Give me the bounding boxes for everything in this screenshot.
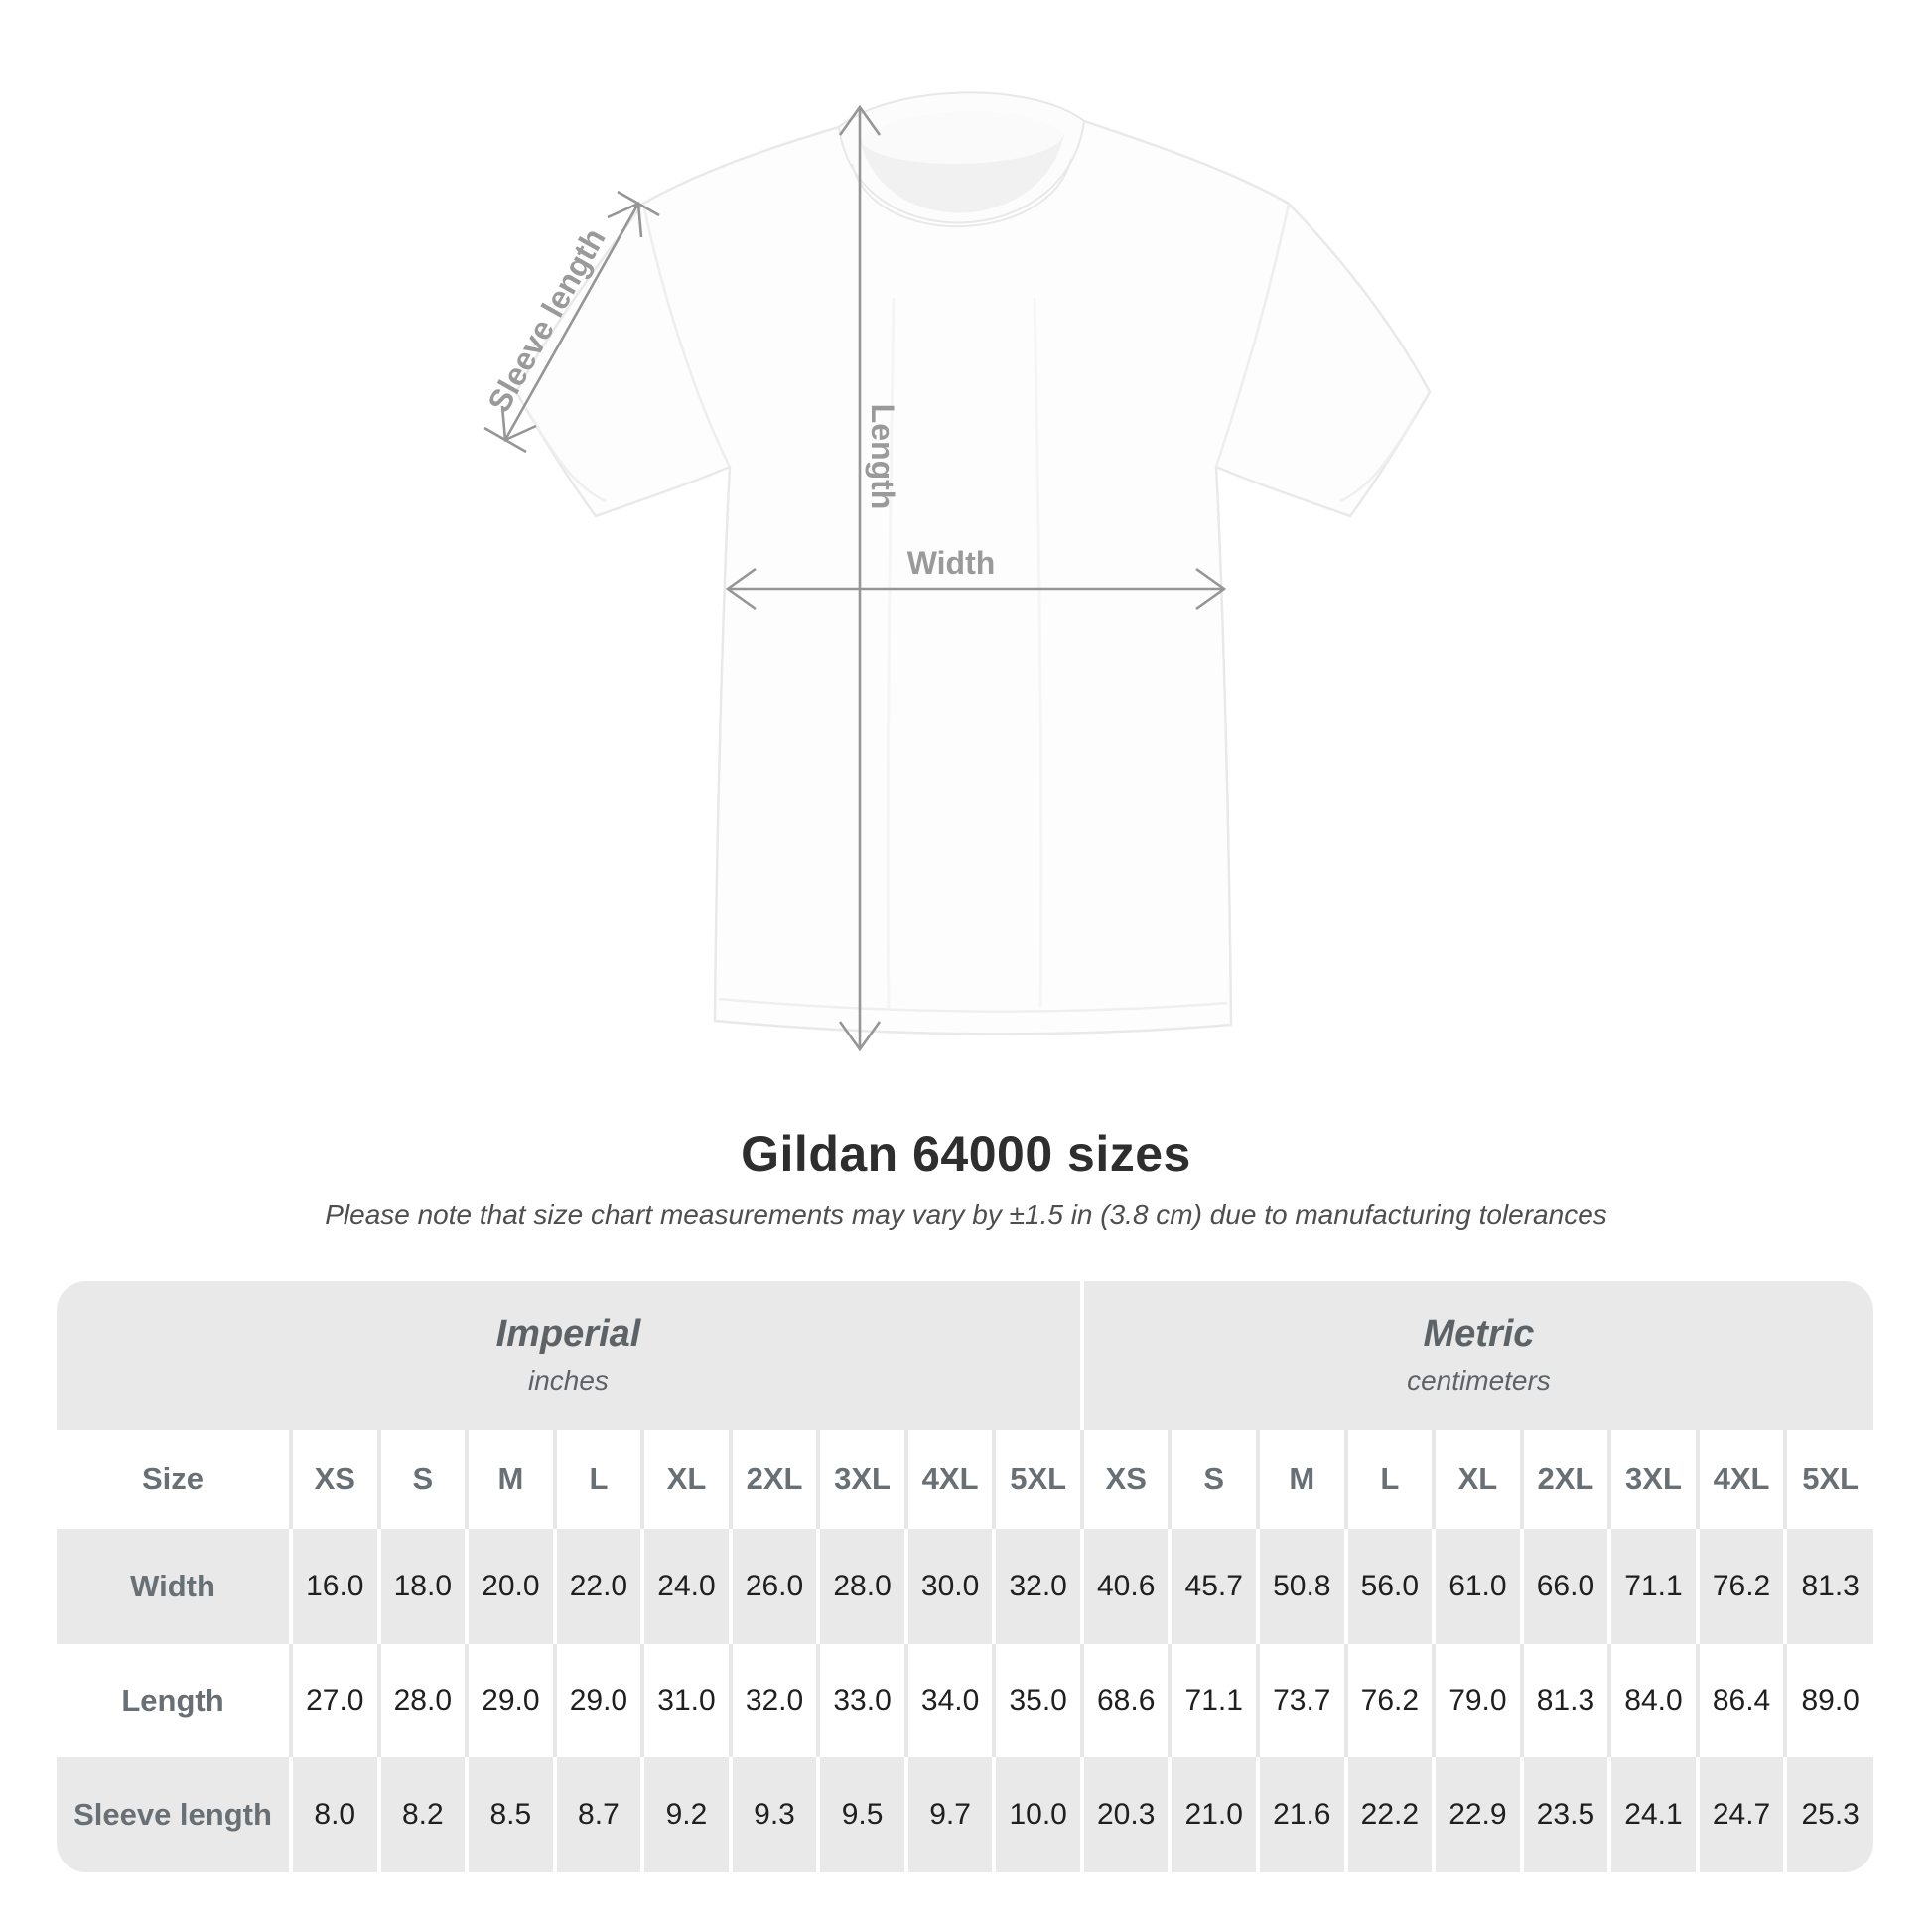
measurement-value-cell: 66.0 [1522, 1529, 1610, 1644]
size-column-header: L [1346, 1430, 1435, 1529]
size-column-header: XS [291, 1430, 379, 1529]
size-column-header: 4XL [1698, 1430, 1786, 1529]
sleeve-length-label: Sleeve length [481, 221, 613, 419]
measurement-value-cell: 40.6 [1082, 1529, 1171, 1644]
measurement-value-cell: 81.3 [1785, 1529, 1873, 1644]
measurement-value-cell: 89.0 [1785, 1644, 1873, 1757]
size-column-header: 2XL [1522, 1430, 1610, 1529]
measurement-value-cell: 73.7 [1258, 1644, 1346, 1757]
measurement-value-cell: 56.0 [1346, 1529, 1435, 1644]
measurement-value-cell: 28.0 [818, 1529, 906, 1644]
measurement-value-cell: 84.0 [1609, 1644, 1698, 1757]
measurement-value-cell: 71.1 [1609, 1529, 1698, 1644]
measurement-value-cell: 27.0 [291, 1644, 379, 1757]
width-label: Width [906, 545, 996, 581]
measurement-value-cell: 50.8 [1258, 1529, 1346, 1644]
measurement-value-cell: 24.0 [642, 1529, 731, 1644]
measurement-value-cell: 34.0 [906, 1644, 995, 1757]
measurement-value-cell: 76.2 [1698, 1529, 1786, 1644]
measurement-value-cell: 20.3 [1082, 1757, 1171, 1872]
measurement-value-cell: 21.0 [1170, 1757, 1258, 1872]
size-column-header: XL [642, 1430, 731, 1529]
size-column-header: M [1258, 1430, 1346, 1529]
size-corner-label: Size [141, 1461, 205, 1496]
size-column-header: 3XL [818, 1430, 906, 1529]
size-column-header: XS [1082, 1430, 1171, 1529]
measurement-value-cell: 22.2 [1346, 1757, 1435, 1872]
size-column-header: 4XL [906, 1430, 995, 1529]
imperial-unit-label: inches [527, 1364, 609, 1396]
measurement-value-cell: 18.0 [379, 1529, 468, 1644]
length-row-label: Length [121, 1683, 224, 1718]
measurement-value-cell: 8.5 [467, 1757, 555, 1872]
size-table [57, 1281, 1873, 1872]
size-column-header: 2XL [731, 1430, 819, 1529]
width-row-label: Width [130, 1569, 215, 1603]
measurement-value-cell: 86.4 [1698, 1644, 1786, 1757]
width-row [57, 1529, 1873, 1644]
measurement-value-cell: 16.0 [291, 1529, 379, 1644]
measurement-value-cell: 26.0 [731, 1529, 819, 1644]
measurement-value-cell: 9.2 [642, 1757, 731, 1872]
measurement-value-cell: 30.0 [906, 1529, 995, 1644]
measurement-value-cell: 35.0 [994, 1644, 1082, 1757]
metric-label: Metric [1423, 1313, 1535, 1356]
measurement-value-cell: 76.2 [1346, 1644, 1435, 1757]
size-column-header: 5XL [994, 1430, 1082, 1529]
length-label: Length [865, 403, 900, 510]
measurement-value-cell: 29.0 [467, 1644, 555, 1757]
measurement-value-cell: 9.3 [731, 1757, 819, 1872]
measurement-value-cell: 9.7 [906, 1757, 995, 1872]
measurement-value-cell: 31.0 [642, 1644, 731, 1757]
measurement-value-cell: 8.0 [291, 1757, 379, 1872]
size-column-header: 3XL [1609, 1430, 1698, 1529]
size-column-header: S [379, 1430, 468, 1529]
imperial-label: Imperial [495, 1313, 641, 1356]
measurement-value-cell: 22.9 [1434, 1757, 1522, 1872]
page-title: Gildan 64000 sizes [741, 1126, 1191, 1181]
sizes-header-row [57, 1430, 1873, 1529]
size-column-header: L [555, 1430, 643, 1529]
size-column-header: M [467, 1430, 555, 1529]
measurement-value-cell: 28.0 [379, 1644, 468, 1757]
length-row [57, 1644, 1873, 1757]
measurement-value-cell: 71.1 [1170, 1644, 1258, 1757]
measurement-value-cell: 79.0 [1434, 1644, 1522, 1757]
measurement-value-cell: 32.0 [731, 1644, 819, 1757]
units-header-metric [1082, 1281, 1873, 1430]
measurement-value-cell: 24.1 [1609, 1757, 1698, 1872]
measurement-value-cell: 68.6 [1082, 1644, 1171, 1757]
measurement-value-cell: 21.6 [1258, 1757, 1346, 1872]
measurement-value-cell: 9.5 [818, 1757, 906, 1872]
size-column-header: XL [1434, 1430, 1522, 1529]
sleeve-length-row-label: Sleeve length [73, 1797, 272, 1832]
measurement-value-cell: 29.0 [555, 1644, 643, 1757]
measurement-value-cell: 20.0 [467, 1529, 555, 1644]
sleeve-length-row [57, 1757, 1873, 1872]
measurement-value-cell: 45.7 [1170, 1529, 1258, 1644]
size-column-header: 5XL [1785, 1430, 1873, 1529]
measurement-value-cell: 10.0 [994, 1757, 1082, 1872]
measurement-value-cell: 25.3 [1785, 1757, 1873, 1872]
measurement-value-cell: 32.0 [994, 1529, 1082, 1644]
measurement-value-cell: 24.7 [1698, 1757, 1786, 1872]
units-header-row [57, 1281, 1873, 1430]
measurement-value-cell: 23.5 [1522, 1757, 1610, 1872]
measurement-value-cell: 33.0 [818, 1644, 906, 1757]
page-subtitle: Please note that size chart measurements may vary by ±1.5 in (3.8 cm) due to manufacturing tolerances [325, 1199, 1607, 1230]
size-column-header: S [1170, 1430, 1258, 1529]
units-header-imperial [57, 1281, 1082, 1430]
measurement-value-cell: 8.2 [379, 1757, 468, 1872]
metric-unit-label: centimeters [1407, 1364, 1551, 1396]
measurement-value-cell: 8.7 [555, 1757, 643, 1872]
size-table-container [57, 1281, 1873, 1872]
measurement-value-cell: 81.3 [1522, 1644, 1610, 1757]
measurement-value-cell: 61.0 [1434, 1529, 1522, 1644]
measurement-value-cell: 22.0 [555, 1529, 643, 1644]
